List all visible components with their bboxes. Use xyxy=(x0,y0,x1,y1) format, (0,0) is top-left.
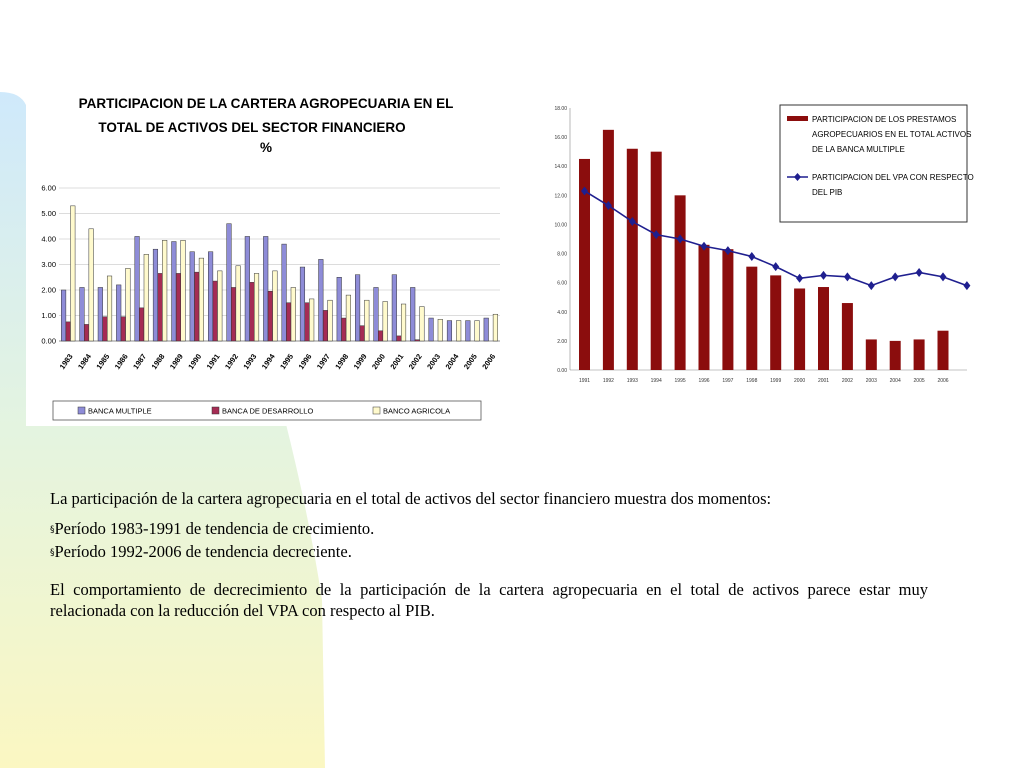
chart1-bar xyxy=(410,287,415,341)
chart2-x-tick: 1997 xyxy=(722,378,734,384)
chart1-x-tick: 1985 xyxy=(94,352,112,371)
chart1-bar xyxy=(319,259,324,341)
chart2-x-tick: 1999 xyxy=(770,378,782,384)
chart1-x-tick: 1995 xyxy=(278,352,296,371)
chart1-bar xyxy=(355,275,360,341)
legend-swatch-banca-multiple xyxy=(78,407,85,414)
chart1-bar xyxy=(323,310,328,341)
chart2-y-tick: 10.00 xyxy=(554,222,567,229)
legend-swatch-banco-agricola xyxy=(373,407,380,414)
chart2-bar xyxy=(842,303,853,370)
legend-swatch-prestamos xyxy=(787,116,808,121)
chart2-y-tick: 8.00 xyxy=(557,251,567,258)
chart2-vpa-marker xyxy=(820,271,827,280)
chart2-x-tick: 1993 xyxy=(626,378,638,384)
chart1-x-tick: 1984 xyxy=(76,352,93,371)
chart1-bar xyxy=(121,317,126,341)
chart1-bar xyxy=(80,287,85,341)
chart2-bar xyxy=(866,339,877,370)
chart2-x-tick: 2002 xyxy=(841,378,853,384)
chart2-vpa-marker xyxy=(963,281,970,290)
chart1-bar xyxy=(475,321,480,341)
chart1-bar xyxy=(429,318,434,341)
chart1-bar xyxy=(337,277,342,341)
bullet-list xyxy=(50,518,928,564)
chart1-bar xyxy=(360,326,365,341)
chart2-y-tick: 2.00 xyxy=(557,338,567,345)
chart1-x-tick: 1989 xyxy=(167,352,185,371)
chart1-bar xyxy=(300,267,305,341)
chart2-vpa-marker xyxy=(940,272,947,281)
chart2-y-tick: 12.00 xyxy=(554,193,567,200)
chart2-legend xyxy=(780,105,974,222)
chart1-bar xyxy=(199,258,204,341)
chart1-bar xyxy=(176,273,181,341)
chart1-x-tick: 1996 xyxy=(296,352,314,371)
chart1-bar xyxy=(397,336,402,341)
chart1-bar xyxy=(392,275,397,341)
chart1-bar xyxy=(231,287,236,341)
chart1-bar xyxy=(456,321,461,341)
chart1-bar xyxy=(126,268,131,341)
bullet-item-2 xyxy=(50,541,928,564)
chart1-y-tick: 2.00 xyxy=(41,285,56,295)
chart1-bar xyxy=(438,319,443,341)
chart1-bar xyxy=(250,282,255,341)
chart1-bar xyxy=(245,236,250,341)
prestamos-vpa-chart xyxy=(527,94,975,396)
chart2-bar xyxy=(722,249,733,370)
chart1-x-tick: 1993 xyxy=(241,352,259,371)
chart2-vpa-marker xyxy=(772,262,779,271)
slide-text xyxy=(50,488,928,621)
chart1-y-tick: 1.00 xyxy=(41,311,56,320)
chart1-x-tick: 2004 xyxy=(443,352,461,371)
chart1-bar xyxy=(61,290,66,341)
chart1-bar xyxy=(213,281,218,341)
chart1-bar xyxy=(268,291,273,341)
conclusion-paragraph: El comportamiento de decrecimiento de la participación de la cartera agropecuaria en el total de activos parece estar muy relacionada con la reducción del VPA con respecto al PIB. xyxy=(50,580,928,620)
chart2-x-tick: 2000 xyxy=(794,378,806,384)
chart1-bar xyxy=(420,307,425,341)
chart2-bar xyxy=(890,341,901,370)
chart1-bar xyxy=(66,322,71,341)
chart2-y-tick: 14.00 xyxy=(554,164,567,171)
chart2-vpa-marker xyxy=(916,268,923,277)
legend-banca-de-desarrollo: BANCA DE DESARROLLO xyxy=(222,406,314,416)
legend-swatch-banca-de-desarrollo xyxy=(212,407,219,414)
chart1-bar xyxy=(305,303,310,341)
chart1-y-tick: 6.00 xyxy=(41,183,56,193)
chart2-x-tick: 2006 xyxy=(937,378,949,384)
chart1-bar xyxy=(70,206,75,341)
chart2-vpa-marker xyxy=(844,272,851,281)
chart1-y-tick: 5.00 xyxy=(41,209,56,218)
legend-banca-multiple: BANCA MULTIPLE xyxy=(88,406,152,416)
chart1-bar xyxy=(378,331,383,341)
chart1-bar xyxy=(172,242,177,341)
chart2-x-tick: 1998 xyxy=(746,378,758,384)
chart1-bar xyxy=(116,285,121,341)
chart1-bar xyxy=(84,324,89,341)
chart2-bar xyxy=(699,245,710,370)
chart2-y-tick: 4.00 xyxy=(557,309,567,316)
chart2-bar xyxy=(770,275,781,370)
chart2-y-tick: 16.00 xyxy=(554,135,567,142)
chart2-y-tick: 0.00 xyxy=(557,368,567,374)
chart2-vpa-marker xyxy=(892,272,899,281)
chart2-vpa-marker xyxy=(748,252,755,261)
legend-vpa-line-1: PARTICIPACION DEL VPA CON RESPECTO xyxy=(812,173,974,182)
legend-prestamos-line-2: AGROPECUARIOS EN EL TOTAL ACTIVOS xyxy=(812,130,972,139)
chart1-x-tick: 2005 xyxy=(461,352,479,371)
legend-vpa-line-2: DEL PIB xyxy=(812,188,843,197)
chart1-bar xyxy=(190,252,195,341)
chart2-bar xyxy=(651,152,662,370)
chart1-bar xyxy=(254,273,259,341)
chart1-x-tick: 1990 xyxy=(186,352,204,371)
chart2-x-tick: 1995 xyxy=(674,378,686,384)
legend-prestamos-line-3: DE LA BANCA MULTIPLE xyxy=(812,145,905,154)
chart2-x-tick: 2003 xyxy=(865,378,877,384)
chart1-x-tick: 1988 xyxy=(149,352,167,371)
chart1-bar xyxy=(493,314,498,341)
chart1-bar xyxy=(383,301,388,341)
chart1-bar xyxy=(401,304,406,341)
chart2-x-tick: 2004 xyxy=(889,378,901,384)
bullet-icon: § xyxy=(50,548,55,558)
chart1-x-tick: 1992 xyxy=(223,352,240,371)
chart1-bar xyxy=(158,273,163,341)
chart1-bar xyxy=(144,254,149,341)
chart1-bar xyxy=(346,295,351,341)
chart2-x-tick: 1991 xyxy=(578,378,591,384)
chart1-x-tick: 2002 xyxy=(406,352,424,371)
chart1-x-tick: 1997 xyxy=(314,352,332,371)
chart1-bar xyxy=(286,303,291,341)
chart1-bar xyxy=(466,321,471,341)
chart2-bar xyxy=(675,195,686,370)
chart1-bar xyxy=(309,299,314,341)
chart1-bar xyxy=(364,300,369,341)
bullet-text-2: Período 1992-2006 de tendencia decreciente. xyxy=(54,542,352,561)
bullet-item-1 xyxy=(50,518,928,541)
chart1-bar xyxy=(342,318,347,341)
chart1-bar xyxy=(107,276,112,341)
chart1-bar xyxy=(447,321,452,341)
chart1-x-tick: 1991 xyxy=(204,352,222,371)
chart2-bar xyxy=(746,267,757,370)
chart1-bar xyxy=(195,272,200,341)
chart1-y-tick: 0.00 xyxy=(41,336,56,346)
chart1-x-tick: 2003 xyxy=(425,352,443,371)
chart1-x-tick: 2006 xyxy=(480,352,498,371)
chart1-x-tick: 1987 xyxy=(131,352,149,371)
chart2-y-tick: 18.00 xyxy=(554,106,567,112)
chart1-bar xyxy=(98,287,103,341)
chart2-vpa-marker xyxy=(868,281,875,290)
chart1-bar xyxy=(263,236,268,341)
chart1-bar xyxy=(217,271,222,341)
chart2-bar xyxy=(603,130,614,370)
chart1-bar xyxy=(227,224,232,341)
intro-paragraph: La participación de la cartera agropecuaria en el total de activos del sector financiero muestra dos momentos: xyxy=(50,489,772,508)
chart1-bar xyxy=(236,266,241,341)
chart2-bar xyxy=(818,287,829,370)
chart1-x-tick: 2001 xyxy=(388,352,406,371)
bullet-icon: § xyxy=(50,525,55,535)
chart1-bar xyxy=(153,249,158,341)
legend-prestamos-line-1: PARTICIPACION DE LOS PRESTAMOS xyxy=(812,115,957,124)
chart2-vpa-marker xyxy=(796,274,803,283)
chart2-x-tick: 2001 xyxy=(817,378,830,384)
chart1-title-line-2: TOTAL DE ACTIVOS DEL SECTOR FINANCIERO xyxy=(98,120,406,135)
chart1-bar xyxy=(374,287,379,341)
chart1-bar xyxy=(282,244,287,341)
chart1-y-tick: 3.00 xyxy=(41,260,56,269)
bullet-text-1: Período 1983-1991 de tendencia de crecimiento. xyxy=(54,519,375,538)
chart1-bar xyxy=(103,317,108,341)
chart2-bar xyxy=(914,339,925,370)
chart1-legend xyxy=(53,401,481,420)
chart1-title-line-3: % xyxy=(259,140,273,155)
chart2-bar xyxy=(938,331,949,370)
chart1-x-tick: 1999 xyxy=(351,352,369,371)
chart1-bar xyxy=(273,271,278,341)
chart1-x-tick: 1986 xyxy=(112,352,130,371)
chart1-bar xyxy=(89,229,94,341)
chart2-x-tick: 2005 xyxy=(913,378,925,384)
chart1-bar xyxy=(291,287,296,341)
chart1-bar xyxy=(162,240,167,341)
chart2-y-tick: 6.00 xyxy=(557,280,567,287)
chart1-bar xyxy=(135,236,140,341)
chart1-x-tick: 2000 xyxy=(370,352,387,371)
chart1-x-tick: 1998 xyxy=(333,352,351,371)
chart1-bar xyxy=(181,240,186,341)
chart2-x-tick: 1992 xyxy=(602,378,614,384)
chart2-x-tick: 1994 xyxy=(650,378,662,384)
cartera-agropecuaria-chart xyxy=(26,86,512,426)
chart1-bar xyxy=(139,308,144,341)
chart1-y-tick: 4.00 xyxy=(41,234,56,244)
chart1-bar xyxy=(208,252,213,341)
chart1-bar xyxy=(484,318,489,341)
chart2-x-tick: 1996 xyxy=(698,378,710,384)
chart1-bar xyxy=(328,300,333,341)
chart1-bar xyxy=(415,340,420,341)
chart2-bar xyxy=(794,288,805,370)
chart1-title-line-1: PARTICIPACION DE LA CARTERA AGROPECUARIA EN EL xyxy=(78,96,454,111)
legend-banco-agricola: BANCO AGRICOLA xyxy=(383,406,451,416)
chart2-bar xyxy=(627,149,638,370)
chart1-x-tick: 1983 xyxy=(57,352,75,371)
chart1-x-tick: 1994 xyxy=(259,352,277,371)
